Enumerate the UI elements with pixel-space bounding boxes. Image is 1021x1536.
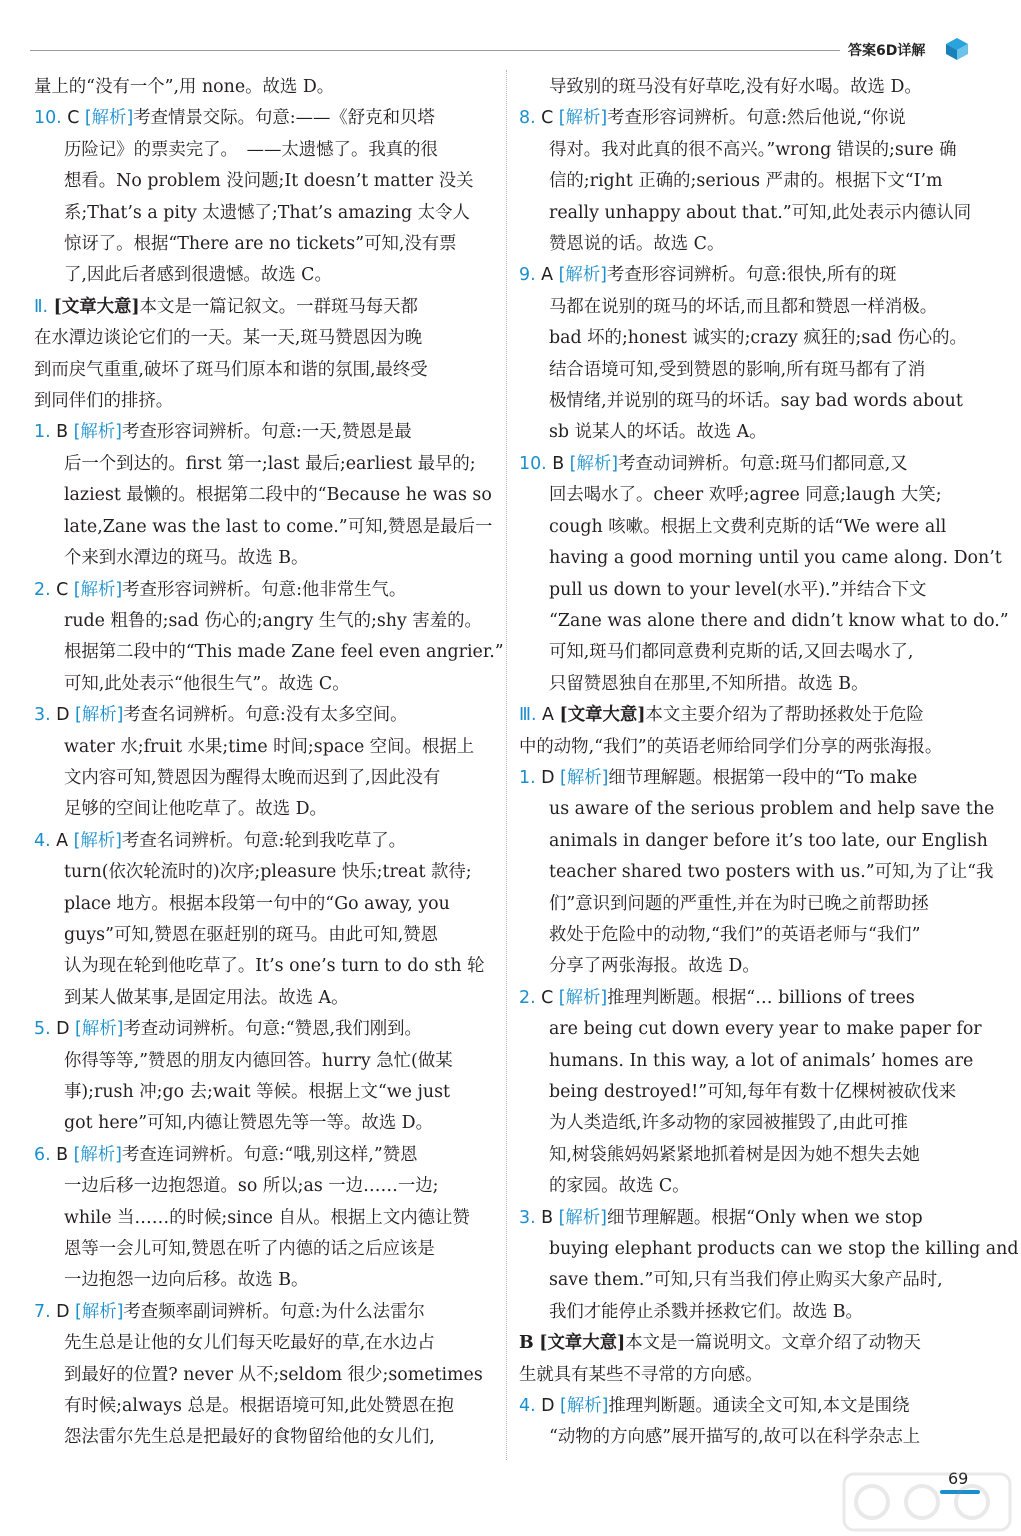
- text-line: [34, 1108, 494, 1139]
- line-text: 系;That’s a pity 太遗憾了;That’s amazing 太令人: [64, 202, 470, 223]
- text-line: [519, 1265, 971, 1296]
- text-line: [519, 1391, 971, 1422]
- analysis-tag: [解析]: [73, 422, 122, 443]
- analysis-tag: [解析]: [75, 1019, 124, 1040]
- line-text: 考查名词辨析。句意:轮到我吃草了。: [121, 830, 407, 851]
- line-text: 历险记》的票卖完了。 ——太遗憾了。我真的很: [64, 139, 438, 160]
- text-line: [34, 826, 494, 857]
- text-line: [519, 1077, 971, 1108]
- text-line: [519, 669, 971, 700]
- line-text: 赞恩说的话。故选 C。: [549, 234, 725, 255]
- line-text: 得对。我对此真的很不高兴。”wrong 错误的;sure 确: [549, 139, 957, 160]
- text-line: [519, 135, 971, 166]
- line-text: 量上的“没有一个”,用 none。故选 D。: [34, 77, 335, 97]
- text-line: [34, 543, 494, 574]
- line-text: 结合语境可知,受到赞恩的影响,所有斑马都有了消: [549, 359, 926, 380]
- line-text: 救处于危险中的动物,“我们”的英语老师与“我们”: [549, 924, 921, 945]
- text-line: [34, 575, 494, 606]
- answer-letter: D: [50, 705, 70, 726]
- line-text: being destroyed!”可知,每年有数十亿棵树被砍伐来: [549, 1082, 957, 1102]
- text-line: [519, 198, 971, 229]
- line-text: 恩等一会儿可知,赞恩在听了内德的话之后应该是: [64, 1239, 435, 1260]
- item-number: 4.: [34, 830, 51, 851]
- text-line: [34, 669, 494, 700]
- text-line: [34, 355, 494, 386]
- line-text: pull us down to your level(水平).”并结合下文: [549, 579, 927, 600]
- answer-letter: D: [50, 1019, 70, 1040]
- text-line: [519, 983, 971, 1014]
- item-number: 9.: [519, 265, 536, 286]
- analysis-tag: [解析]: [560, 767, 609, 788]
- line-text: 中的动物,“我们”的英语老师给同学们分享的两张海报。: [519, 736, 943, 757]
- line-text: while 当……的时候;since 自从。根据上文内德让赞: [64, 1207, 470, 1228]
- header-title: 答案6D详解: [848, 43, 926, 59]
- answer-letter: B: [535, 1207, 554, 1228]
- analysis-tag: [解析]: [558, 108, 608, 129]
- item-number: 10.: [519, 453, 547, 474]
- text-line: [34, 1391, 494, 1422]
- analysis-tag: [解析]: [73, 830, 122, 851]
- line-text: buying elephant products can we stop the killing and: [549, 1239, 1019, 1260]
- line-text: 分享了两张海报。故选 D。: [549, 956, 760, 977]
- answer-letter: C: [61, 108, 80, 129]
- line-text: 到而戾气重重,破坏了斑马们原本和谐的氛围,最终受: [34, 359, 428, 380]
- line-text: 我们才能停止杀戮并拯救它们。故选 B。: [549, 1301, 863, 1322]
- text-line: [34, 292, 494, 323]
- line-text: late,Zane was the last to come.”可知,赞恩是最后一: [64, 516, 493, 537]
- text-line: [519, 260, 971, 291]
- line-text: 惊讶了。根据“There are no tickets”可知,没有票: [64, 234, 457, 255]
- item-number: 8.: [519, 108, 536, 129]
- line-text: us aware of the serious problem and help save the: [549, 799, 995, 820]
- text-line: [34, 951, 494, 982]
- left-column: [34, 72, 504, 1454]
- answer-letter: A: [535, 265, 554, 286]
- text-line: [34, 135, 494, 166]
- line-text: humans. In this way, a lot of animals’ homes are: [549, 1050, 974, 1071]
- analysis-tag: [文章大意]: [53, 296, 140, 317]
- answer-letter: B: [50, 1144, 69, 1165]
- line-text: 考查动词辨析。句意:“赞恩,我们刚到。: [123, 1019, 422, 1040]
- item-number: Ⅲ.: [519, 705, 537, 726]
- text-line: [519, 1140, 971, 1171]
- line-text: rude 粗鲁的;sad 伤心的;angry 生气的;shy 害羞的。: [64, 610, 482, 631]
- line-text: laziest 最懒的。根据第二段中的“Because he was so: [64, 485, 492, 506]
- line-text: 推理判断题。根据“… billions of trees: [607, 987, 915, 1008]
- watermark-logo-icon: [842, 1472, 1012, 1532]
- text-line: [34, 1171, 494, 1202]
- item-number: 1.: [34, 422, 51, 443]
- line-text: 回去喝水了。cheer 欢呼;agree 同意;laugh 大笑;: [549, 485, 942, 506]
- answer-letter: B: [50, 422, 69, 443]
- analysis-tag: [解析]: [73, 579, 123, 600]
- analysis-tag: [解析]: [558, 987, 608, 1008]
- line-text: really unhappy about that.”可知,此处表示内德认同: [549, 202, 972, 223]
- item-number: 5.: [34, 1019, 51, 1040]
- line-text: 考查形容词辨析。句意:很快,所有的斑: [606, 265, 897, 286]
- analysis-tag: [解析]: [569, 453, 619, 474]
- answer-letter: A: [536, 705, 554, 726]
- analysis-tag: [文章大意]: [559, 705, 646, 726]
- text-line: [34, 1297, 494, 1328]
- text-line: [519, 1234, 1019, 1265]
- line-text: 极情绪,并说别的斑马的坏话。say bad words about: [549, 391, 963, 412]
- text-line: [519, 889, 971, 920]
- page-number: 69: [948, 1469, 969, 1488]
- text-line: [34, 637, 504, 668]
- text-line: [519, 857, 994, 888]
- item-number: 1.: [519, 767, 536, 788]
- line-text: 生就具有某些不寻常的方向感。: [519, 1364, 763, 1385]
- line-text: 本文是一篇说明文。文章介绍了动物天: [625, 1333, 921, 1354]
- text-line: [519, 1422, 971, 1453]
- right-column: [519, 72, 1019, 1454]
- book-logo-icon: [944, 36, 970, 62]
- line-text: 推理判断题。通读全文可知,本文是围绕: [608, 1396, 910, 1417]
- text-line: [519, 292, 971, 323]
- answer-letter: C: [535, 987, 554, 1008]
- line-text: water 水;fruit 水果;time 时间;space 空间。根据上: [64, 736, 475, 757]
- text-line: [34, 103, 494, 134]
- item-number: 2.: [519, 987, 536, 1008]
- line-text: 细节理解题。根据第一段中的“To make: [608, 767, 918, 788]
- line-text: turn(依次轮流时的)次序;pleasure 快乐;treat 款待;: [64, 862, 472, 883]
- line-text: 到最好的位置? never 从不;seldom 很少;sometimes: [64, 1364, 483, 1385]
- text-line: [519, 449, 971, 480]
- line-text: 本文主要介绍为了帮助拯救处于危险: [645, 705, 924, 726]
- line-text: 到某人做某事,是固定用法。故选 A。: [64, 987, 349, 1008]
- text-line: [519, 575, 971, 606]
- text-line: [519, 1046, 974, 1077]
- text-line: [34, 386, 494, 417]
- line-text: 了,因此后者感到很遗憾。故选 C。: [64, 265, 332, 286]
- line-text: 本文是一篇记叙文。一群斑马每天都: [139, 296, 418, 317]
- text-line: [519, 386, 971, 417]
- text-line: [34, 1046, 494, 1077]
- analysis-tag: [文章大意]: [539, 1333, 626, 1354]
- text-line: [34, 166, 494, 197]
- item-number: 6.: [34, 1144, 51, 1165]
- text-line: [519, 763, 971, 794]
- line-text: sb 说某人的坏话。故选 A。: [549, 422, 767, 443]
- text-line: [34, 857, 494, 888]
- text-line: [519, 920, 971, 951]
- line-text: teacher shared two posters with us.”可知,为了让“我: [549, 862, 994, 883]
- text-line: [519, 480, 971, 511]
- line-text: 文内容可知,赞恩因为醒得太晚而迟到了,因此没有: [64, 767, 441, 788]
- text-line: [519, 1203, 971, 1234]
- item-number: B: [519, 1333, 534, 1354]
- text-line: [34, 198, 494, 229]
- line-text: 怨法雷尔先生总是把最好的食物留给他的女儿们,: [64, 1427, 435, 1448]
- analysis-tag: [解析]: [560, 1396, 609, 1417]
- text-line: [34, 732, 494, 763]
- line-text: save them.”可知,只有当我们停止购买大象产品时,: [549, 1270, 943, 1291]
- text-line: [34, 72, 494, 103]
- line-text: animals in danger before it’s too late, our English: [549, 830, 988, 851]
- text-line: [519, 355, 971, 386]
- line-text: 考查形容词辨析。句意:然后他说,“你说: [607, 108, 906, 129]
- line-text: 考查连词辨析。句意:“哦,别这样,”赞恩: [121, 1144, 418, 1165]
- text-line: [34, 920, 494, 951]
- line-text: 个来到水潭边的斑马。故选 B。: [64, 548, 309, 569]
- analysis-tag: [解析]: [558, 1207, 607, 1228]
- text-line: [34, 1140, 494, 1171]
- line-text: 知,树袋熊妈妈紧紧地抓着树是因为她不想失去她: [549, 1144, 920, 1165]
- text-line: [519, 732, 971, 763]
- answer-letter: A: [50, 830, 69, 851]
- line-text: 为人类造纸,许多动物的家园被摧毁了,由此可推: [549, 1113, 908, 1134]
- line-text: 你得等等,”赞恩的朋友内德回答。hurry 急忙(做某: [64, 1050, 453, 1071]
- text-line: [519, 417, 971, 448]
- line-text: 的家园。故选 C。: [549, 1176, 690, 1197]
- text-line: [519, 606, 1009, 637]
- line-text: got here”可知,内德让赞恩先等一等。故选 D。: [64, 1113, 433, 1134]
- text-line: [519, 166, 971, 197]
- line-text: 足够的空间让他吃草了。故选 D。: [64, 799, 327, 820]
- text-line: [34, 1265, 494, 1296]
- text-line: [34, 449, 494, 480]
- analysis-tag: [解析]: [558, 265, 607, 286]
- line-text: “动物的方向感”展开描写的,故可以在科学杂志上: [549, 1427, 921, 1448]
- line-text: 一边后移一边抱怨道。so 所以;as 一边……一边;: [64, 1176, 439, 1197]
- text-line: [34, 1077, 494, 1108]
- line-text: 考查动词辨析。句意:斑马们都同意,又: [618, 453, 908, 474]
- line-text: 事);rush 冲;go 去;wait 等候。根据上文“we just: [64, 1082, 451, 1102]
- line-text: 细节理解题。根据“Only when we stop: [606, 1207, 923, 1228]
- text-line: [519, 543, 1002, 574]
- item-number: 3.: [519, 1207, 536, 1228]
- line-text: 们”意识到问题的严重性,并在为时已晚之前帮助拯: [549, 893, 929, 914]
- line-text: 考查名词辨析。句意:没有太多空间。: [123, 705, 408, 726]
- line-text: cough 咳嗽。根据上文费利克斯的话“We were all: [549, 516, 947, 537]
- line-text: 考查形容词辨析。句意:一天,赞恩是最: [121, 422, 412, 443]
- text-line: [519, 1297, 971, 1328]
- text-line: [519, 1328, 971, 1359]
- text-line: [34, 1328, 494, 1359]
- line-text: bad 坏的;honest 诚实的;crazy 疯狂的;sad 伤心的。: [549, 328, 967, 349]
- text-line: [34, 512, 494, 543]
- line-text: 马都在说别的斑马的坏话,而且都和赞恩一样消极。: [549, 296, 938, 317]
- text-line: [34, 1422, 494, 1453]
- text-line: [519, 72, 971, 103]
- text-line: [34, 1014, 494, 1045]
- analysis-tag: [解析]: [73, 1144, 122, 1165]
- item-number: 4.: [519, 1396, 536, 1417]
- text-line: [34, 606, 494, 637]
- line-text: 后一个到达的。first 第一;last 最后;earliest 最早的;: [64, 453, 476, 474]
- text-line: [519, 951, 971, 982]
- text-line: [34, 1360, 494, 1391]
- text-line: [519, 1108, 971, 1139]
- text-line: [34, 700, 494, 731]
- line-text: 可知,斑马们都同意费利克斯的话,又回去喝水了,: [549, 642, 914, 663]
- line-text: place 地方。根据本段第一句中的“Go away, you: [64, 893, 450, 914]
- text-line: [519, 826, 988, 857]
- text-line: [34, 983, 494, 1014]
- text-line: [519, 103, 971, 134]
- text-line: [34, 889, 494, 920]
- line-text: 信的;right 正确的;serious 严肃的。根据下文“I’m: [549, 171, 943, 192]
- text-line: [519, 794, 995, 825]
- answer-letter: D: [535, 767, 555, 788]
- line-text: 考查形容词辨析。句意:他非常生气。: [122, 579, 407, 600]
- item-number: 3.: [34, 705, 51, 726]
- line-text: 可知,此处表示“他很生气”。故选 C。: [64, 673, 350, 694]
- line-text: 想看。No problem 没问题;It doesn’t matter 没关: [64, 171, 474, 192]
- analysis-tag: [解析]: [75, 1301, 124, 1322]
- text-line: [519, 512, 971, 543]
- line-text: 认为现在轮到他吃草了。It’s one’s turn to do sth 轮: [64, 956, 485, 977]
- text-line: [519, 1014, 982, 1045]
- text-line: [34, 480, 494, 511]
- text-line: [519, 1360, 971, 1391]
- column-divider: [506, 70, 507, 1460]
- text-line: [34, 794, 494, 825]
- item-number: Ⅱ.: [34, 296, 49, 317]
- text-line: [519, 637, 971, 668]
- text-line: [34, 763, 494, 794]
- line-text: 根据第二段中的“This made Zane feel even angrier.”: [64, 642, 504, 663]
- line-text: guys”可知,赞恩在驱赶别的斑马。由此可知,赞恩: [64, 924, 439, 945]
- item-number: 10.: [34, 108, 62, 129]
- line-text: are being cut down every year to make paper for: [549, 1019, 982, 1040]
- text-line: [519, 323, 971, 354]
- line-text: 只留赞恩独自在那里,不知所措。故选 B。: [549, 673, 869, 694]
- answer-letter: D: [535, 1396, 555, 1417]
- answer-letter: D: [50, 1301, 70, 1322]
- answer-letter: C: [50, 579, 69, 600]
- line-text: 到同伴们的排挤。: [34, 391, 174, 412]
- line-text: 有时候;always 总是。根据语境可知,此处赞恩在抱: [64, 1396, 454, 1417]
- line-text: “Zane was alone there and didn’t know what to do.”: [549, 610, 1009, 631]
- text-line: [34, 417, 494, 448]
- line-text: 考查频率副词辨析。句意:为什么法雷尔: [123, 1301, 425, 1322]
- answer-letter: B: [546, 453, 565, 474]
- line-text: 导致别的斑马没有好草吃,没有好水喝。故选 D。: [549, 77, 922, 97]
- analysis-tag: [解析]: [75, 705, 124, 726]
- line-text: 先生总是让他的女儿们每天吃最好的草,在水边占: [64, 1333, 435, 1354]
- text-line: [34, 1234, 494, 1265]
- header-rule: [30, 50, 840, 51]
- line-text: having a good morning until you came along. Don’t: [549, 548, 1002, 569]
- analysis-tag: [解析]: [84, 108, 134, 129]
- text-line: [34, 260, 494, 291]
- text-line: [519, 700, 971, 731]
- text-line: [34, 323, 494, 354]
- line-text: 一边抱怨一边向后移。故选 B。: [64, 1270, 309, 1291]
- text-line: [34, 229, 494, 260]
- text-line: [34, 1203, 494, 1234]
- answer-letter: C: [535, 108, 554, 129]
- line-text: 在水潭边谈论它们的一天。某一天,斑马赞恩因为晚: [34, 328, 423, 349]
- text-line: [519, 1171, 971, 1202]
- item-number: 2.: [34, 579, 51, 600]
- text-line: [519, 229, 971, 260]
- item-number: 7.: [34, 1301, 51, 1322]
- line-text: 考查情景交际。句意:——《舒克和贝塔: [133, 108, 435, 129]
